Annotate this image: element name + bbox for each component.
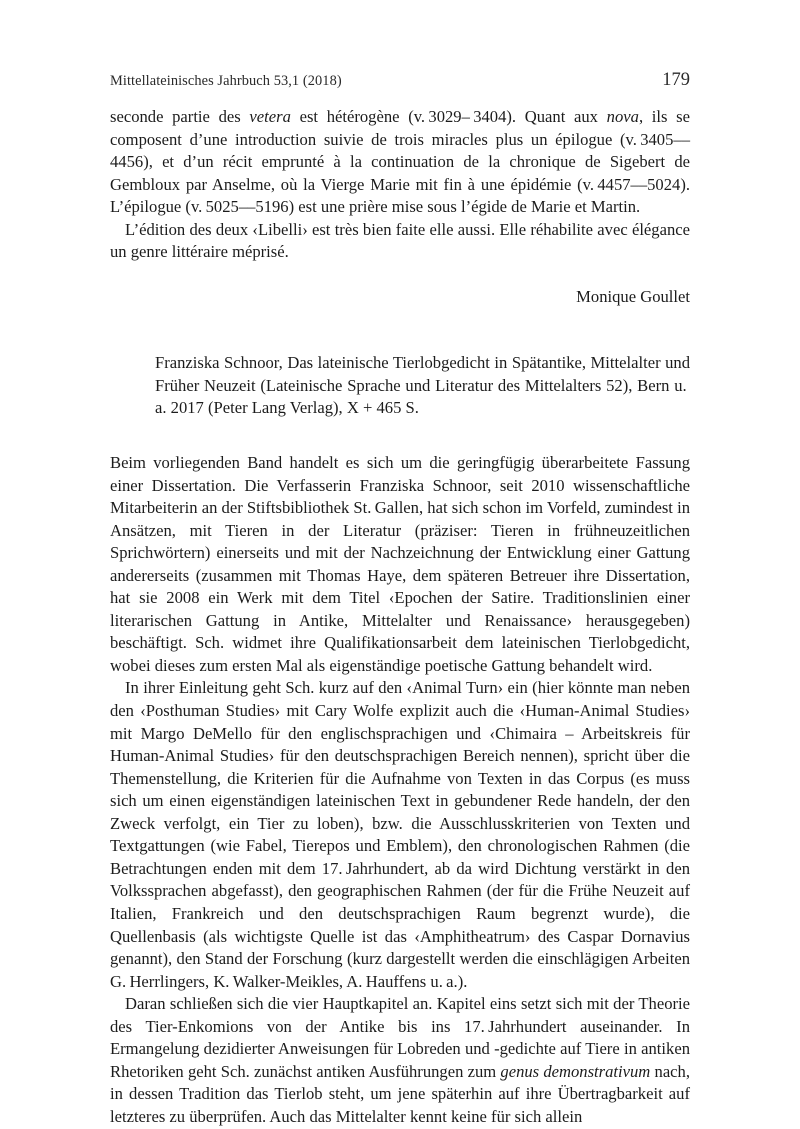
text-run: , ils se composent d’une introduction suivie de trois miracles plus un épilogue (v. 3405––4456), et d’un récit emprunté à la continuation de la chronique de Sigebert de Gembloux par Anselme, où la Vierge Marie mit fin à une épidémie (v. 4457––5024). L’épilogue (v. 5025––5196) est une prière mise sous l’égide de Marie et Martin. [110, 107, 690, 217]
paragraph-german-2 [110, 677, 690, 993]
journal-title: Mittellateinisches Jahrbuch 53,1 (2018) [110, 73, 342, 89]
paragraph-french-1 [110, 106, 690, 219]
citation-spacer [110, 308, 690, 352]
text-run: Franziska Schnoor, Das lateinische Tierlobgedicht in Spätantike, Mittelalter und Früher Neuzeit (Lateinische Sprache und Literatur des Mittelalters 52), Bern u. a. 2017 (Peter Lang Verlag), X + 465 S. [155, 353, 690, 418]
text-column [110, 106, 690, 1128]
page-number: 179 [662, 70, 690, 90]
running-head [110, 70, 690, 91]
paragraph-german-1 [110, 452, 690, 677]
text-run: L’édition des deux ‹Libelli› est très bien faite elle aussi. Elle réhabilite avec élégance un genre littéraire méprisé. [110, 219, 690, 262]
paragraph-french-2 [110, 219, 690, 264]
text-run: nach, in dessen Tradition das Tierlob steht, um jene späterhin auf ihre Übertragbarkeit auf letzteres zu überprüfen. Auch das Mittelalter kennt keine für sich allein [110, 1061, 690, 1126]
after-citation-spacer [110, 420, 690, 452]
paragraph-german-3 [110, 993, 690, 1128]
reviewed-book-citation [110, 352, 690, 420]
text-run: Beim vorliegenden Band handelt es sich um die geringfügig überarbeitete Fassung einer Dissertation. Die Verfasserin Franziska Schnoor, seit 2010 wissenschaftliche Mitarbeiterin an der Stiftsbibliothek St. Gallen, hat sich schon im Vorfeld, zumindest in Ansätzen, mit Tieren in der Literatur (präziser: Tieren in frühneuzeitlichen Sprichwörtern) einerseits und mit der Nachzeichnung der Entwicklung einer Gattung andererseits (zusammen mit Thomas Haye, dem späteren Betreuer ihre Dissertation, hat sie 2008 ein Werk mit dem Titel ‹Epochen der Satire. Traditionslinien einer literarischen Gattung in Antike, Mittelalter und Renaissance› herausgegeben) beschäftigt. Sch. widmet ihre Qualifikationsarbeit dem lateinischen Tierlobgedicht, wobei dieses zum ersten Mal als eigenständige poetische Gattung behandelt wird. [110, 453, 690, 675]
reviewer-signature: Monique Goullet [576, 286, 690, 306]
text-run: est hétérogène (v. 3029– 3404). Quant aux [290, 107, 607, 126]
text-run: In ihrer Einleitung geht Sch. kurz auf den ‹Animal Turn› ein (hier könnte man neben den ‹Posthuman Studies› mit Cary Wolfe explizit auch die ‹Human-Animal Studies› mit Margo DeMello für den englischsprachigen und ‹Chimaira – Arbeitskreis für Human-Animal Studies› für den deutschsprachigen Bereich nennen), spricht über die Themenstellung, die Kriterien für die Aufnahme von Texten in das Corpus (es muss sich um einen eigenständigen lateinischen Text in gebundener Rede handeln, der den Zweck verfolgt, ein Tier zu loben), bzw. die Ausschlusskriterien von Texten und Textgattungen (wie Fabel, Tierepos und Emblem), den chronologischen Rahmen (die Betrachtungen enden mit dem 17. Jahrhundert, ab da wird Dichtung verstärkt in den Volkssprachen abgefasst), den geographischen Rahmen (der für die Frühe Neuzeit auf Italien, Frankreich und den deutschsprachigen Raum begrenzt wurde), die Quellenbasis (als wichtigste Quelle ist das ‹Amphitheatrum› des Caspar Dornavius genannt), den Stand der Forschung (kurz dargestellt werden die einschlägigen Arbeiten G. Herrlingers, K. Walker-Meikles, A. Hauffens u. a.). [110, 678, 690, 991]
signature-spacer [110, 264, 690, 286]
text-run: seconde partie des [110, 107, 250, 126]
italic-term: vetera [249, 107, 291, 126]
italic-term: genus demonstrativum [500, 1061, 651, 1081]
text-run: Daran schließen sich die vier Hauptkapitel an. Kapitel eins setzt sich mit der Theorie des Tier-Enkomions von der Antike bis ins 17. Jahrhundert auseinander. In Ermangelung dezidierter Anweisungen für Lobreden und -gedichte auf Tiere in antiken Rhetoriken geht Sch. zunächst antiken Ausführungen zum [110, 994, 690, 1081]
italic-term: nova [606, 107, 639, 126]
